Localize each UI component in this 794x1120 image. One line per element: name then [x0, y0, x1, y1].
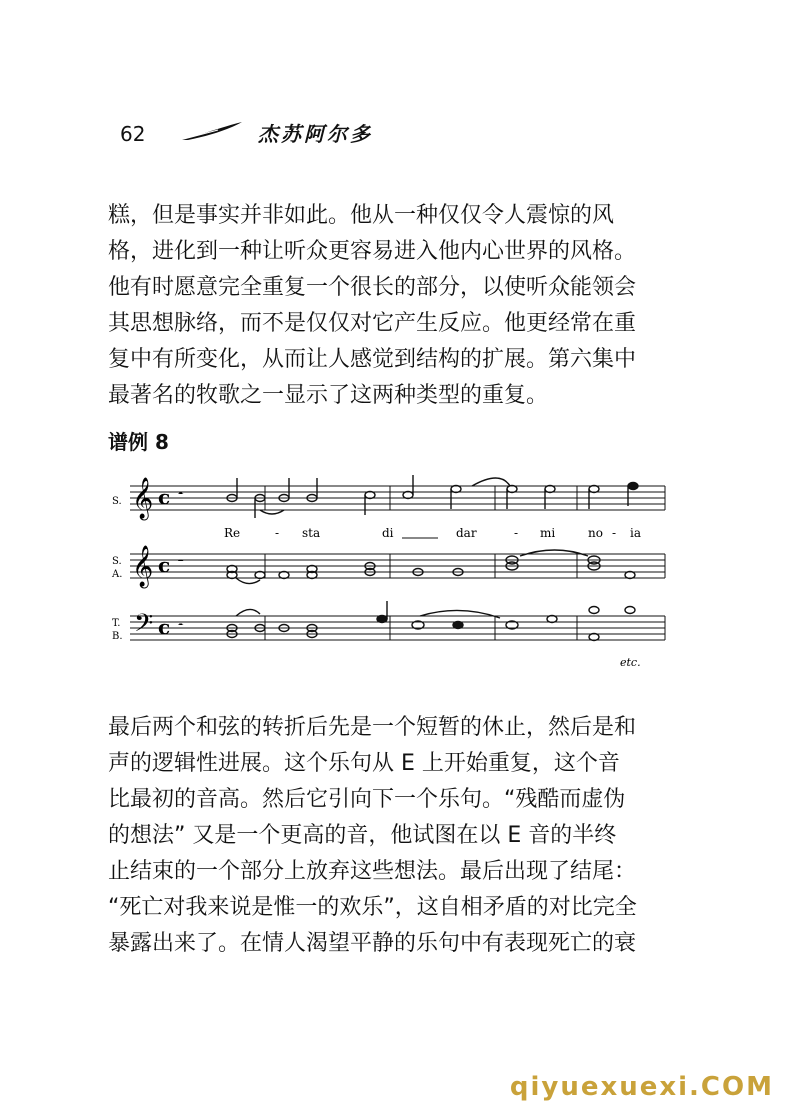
- lyric: -: [612, 526, 617, 540]
- text-line: 最后两个和弦的转折后先是一个短暂的休止，然后是和: [108, 715, 637, 740]
- staff-label-s: S.: [112, 496, 122, 507]
- lyric: -: [514, 526, 519, 540]
- staff-label-sa: A.: [112, 569, 123, 580]
- text-line: 格，进化到一种让听众更容易进入他内心世界的风格。: [108, 239, 637, 264]
- time-signature: c: [158, 615, 171, 639]
- text-line: 其思想脉络，而不是仅仅对它产生反应。他更经常在重: [108, 311, 637, 336]
- text-line: 暴露出来了。在情人渴望平静的乐句中有表现死亡的衰: [108, 931, 637, 956]
- treble-clef-icon: 𝄞: [132, 546, 154, 587]
- staff-soprano: [130, 486, 665, 510]
- soprano-notes: [227, 475, 638, 518]
- alto-notes: [227, 550, 635, 584]
- treble-clef-icon: 𝄞: [132, 478, 154, 519]
- body-paragraph-top: [108, 198, 668, 414]
- quill-icon: [178, 120, 244, 144]
- music-example-label: 谱例 8: [108, 430, 169, 454]
- staff-bass: [130, 616, 665, 640]
- staff-alto: [130, 554, 665, 578]
- text-line: 比最初的音高。然后它引向下一个乐句。“残酷而虚伪: [108, 787, 626, 812]
- lyric: no: [588, 526, 603, 540]
- text-line: 止结束的一个部分上放弃这些想法。最后出现了结尾：: [108, 859, 637, 884]
- time-signature: c: [158, 553, 171, 577]
- staff-label-tb: T.: [112, 618, 121, 629]
- text-line: 声的逻辑性进展。这个乐句从 E 上开始重复，这个音: [108, 751, 620, 776]
- bass-notes: [227, 601, 635, 641]
- rest-mark: 𝄼: [178, 487, 184, 503]
- staff-label-sa: S.: [112, 556, 122, 567]
- page-number: 62: [120, 122, 146, 146]
- lyric: mi: [540, 526, 556, 540]
- music-score: [100, 466, 680, 681]
- staff-label-tb: B.: [112, 631, 123, 642]
- lyrics: [224, 526, 641, 540]
- lyric: Re: [224, 526, 241, 540]
- rest-mark: 𝄼: [178, 554, 184, 570]
- rest-mark: 𝄼: [178, 618, 184, 634]
- bass-clef-icon: 𝄢: [134, 609, 154, 644]
- lyric: dar: [456, 526, 477, 540]
- text-line: 他有时愿意完全重复一个很长的部分，以使听众能领会: [108, 275, 637, 300]
- lyric: sta: [302, 526, 321, 540]
- text-line: 最著名的牧歌之一显示了这两种类型的重复。: [108, 383, 549, 408]
- running-header: [120, 118, 480, 148]
- site-watermark: qiyuexuexi.COM: [509, 1072, 774, 1102]
- lyric: di: [382, 526, 394, 540]
- lyric: -: [275, 526, 280, 540]
- body-paragraph-bottom: [108, 710, 668, 962]
- time-signature: c: [158, 485, 171, 509]
- book-title: 杰苏阿尔多: [258, 122, 373, 146]
- text-line: “死亡对我来说是惟一的欢乐”，这自相矛盾的对比完全: [108, 895, 637, 920]
- text-line: 的想法” 又是一个更高的音，他试图在以 E 音的半终: [108, 823, 617, 848]
- text-line: 糕，但是事实并非如此。他从一种仅仅令人震惊的风: [108, 203, 615, 228]
- etc-mark: etc.: [620, 656, 641, 669]
- lyric: ia: [630, 526, 641, 540]
- text-line: 复中有所变化，从而让人感觉到结构的扩展。第六集中: [108, 347, 637, 372]
